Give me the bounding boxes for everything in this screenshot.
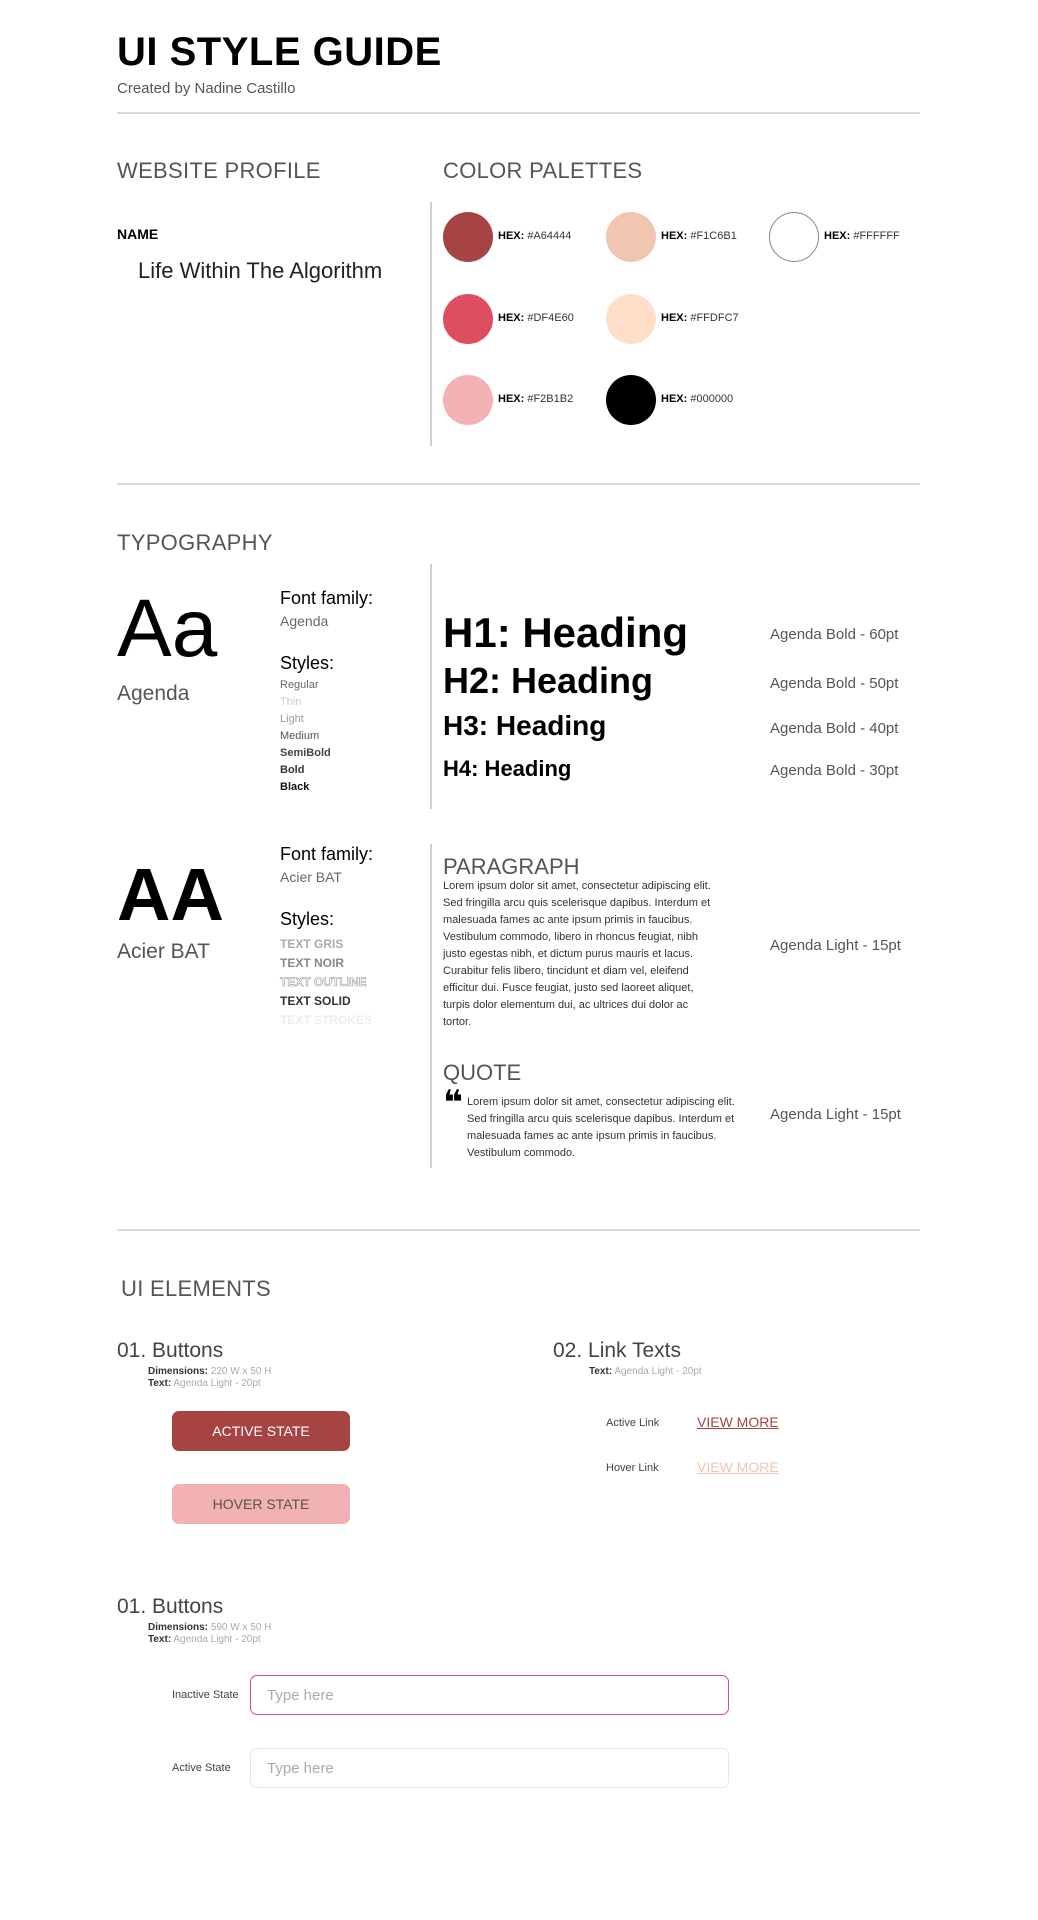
divider [117, 112, 920, 114]
active-state-button[interactable]: ACTIVE STATE [172, 1411, 350, 1451]
hex-label: HEX: #A64444 [498, 230, 572, 242]
font-family-label: Font family: [280, 844, 374, 864]
divider [117, 1229, 920, 1231]
inputs-dimensions: Dimensions: 590 W x 50 H [148, 1622, 272, 1633]
style-text-gris: TEXT GRIS [280, 937, 344, 951]
heading-h1-spec: Agenda Bold - 60pt [770, 626, 899, 643]
heading-h2-spec: Agenda Bold - 50pt [770, 675, 899, 692]
hex-label: HEX: #F1C6B1 [661, 230, 737, 242]
vertical-divider [430, 202, 432, 446]
color-palettes-title: COLOR PALETTES [443, 158, 643, 183]
link-texts-title: 02. Link Texts [553, 1339, 682, 1362]
style-light: Light [280, 713, 304, 725]
style-black: Black [280, 781, 310, 793]
heading-h3: H3: Heading [443, 710, 607, 741]
hex-label: HEX: #F2B1B2 [498, 393, 574, 405]
vertical-divider [430, 564, 432, 809]
style-text-outline: TEXT OUTLINE [280, 975, 367, 989]
divider [117, 483, 920, 485]
links-text-spec: Text: Agenda Light - 20pt [589, 1366, 702, 1377]
name-label: NAME [117, 226, 159, 242]
hover-view-more-link[interactable]: VIEW MORE [697, 1459, 779, 1475]
page-subtitle: Created by Nadine Castillo [117, 80, 296, 97]
heading-h2: H2: Heading [443, 660, 654, 701]
font-family-value: Agenda [280, 613, 329, 629]
color-swatch [769, 212, 819, 262]
font-sample-agenda: Aa [117, 583, 218, 674]
style-semibold: SemiBold [280, 747, 331, 759]
paragraph-title: PARAGRAPH [443, 854, 580, 879]
style-medium: Medium [280, 730, 320, 742]
hex-label: HEX: #FFDFC7 [661, 312, 739, 324]
quote-icon: ❝ [443, 1084, 463, 1122]
color-swatch [443, 375, 493, 425]
heading-h4: H4: Heading [443, 756, 572, 781]
quote-spec: Agenda Light - 15pt [770, 1106, 901, 1123]
hover-state-button[interactable]: HOVER STATE [172, 1484, 350, 1524]
quote-body: Lorem ipsum dolor sit amet, consectetur adipiscing elit. Sed fringilla arcu quis scelerisque dapibus. Interdum et malesuada fames ac ante ipsum primis in faucibus. Vestibulum commodo. [467, 1096, 735, 1159]
style-text-strokes: TEXT STROKES [280, 1013, 373, 1027]
website-profile-title: WEBSITE PROFILE [117, 158, 321, 183]
buttons-title: 01. Buttons [117, 1339, 224, 1362]
heading-h3-spec: Agenda Bold - 40pt [770, 720, 899, 737]
hex-label: HEX: #DF4E60 [498, 312, 574, 324]
hex-label: HEX: #000000 [661, 393, 734, 405]
paragraph-spec: Agenda Light - 15pt [770, 937, 901, 954]
inputs-title: 01. Buttons [117, 1595, 224, 1618]
font-name-acier: Acier BAT [117, 940, 210, 963]
style-text-solid: TEXT SOLID [280, 994, 351, 1008]
font-family-value: Acier BAT [280, 869, 342, 885]
style-bold: Bold [280, 764, 305, 776]
style-text-noir: TEXT NOIR [280, 956, 345, 970]
ui-elements-title: UI ELEMENTS [121, 1276, 271, 1301]
hover-link-label: Hover Link [606, 1462, 659, 1474]
active-state-input[interactable] [250, 1748, 729, 1788]
color-swatch [606, 375, 656, 425]
name-value: Life Within The Algorithm [138, 258, 383, 283]
active-view-more-link[interactable]: VIEW MORE [697, 1414, 779, 1430]
hex-label: HEX: #FFFFFF [824, 230, 900, 242]
buttons-dimensions: Dimensions: 220 W x 50 H [148, 1366, 272, 1377]
styles-label: Styles: [280, 653, 335, 673]
font-name-agenda: Agenda [117, 682, 190, 705]
color-swatch [443, 212, 493, 262]
paragraph-body: Lorem ipsum dolor sit amet, consectetur adipiscing elit. Sed fringilla arcu quis scelerisque dapibus. Interdum et malesuada fames ac ante ipsum primis in faucibus. Vestibulum commodo, libero in rhoncus feugiat, nibh justo egestas nibh, et dictum purus mauris et lacus. Curabitur felis libero, tincidunt et diam vel, eleifend efficitur dui. Fusce feugiat, justo sed laoreet aliquet, turpis dolor elementum dui, ac ultrices dui dolor ac tortor. [443, 880, 711, 1028]
style-thin: Thin [280, 696, 302, 708]
quote-title: QUOTE [443, 1060, 522, 1085]
inactive-state-label: Inactive State [172, 1689, 239, 1701]
font-sample-acier: AA [117, 853, 224, 936]
typography-title: TYPOGRAPHY [117, 530, 273, 555]
inputs-text-spec: Text: Agenda Light - 20pt [148, 1634, 261, 1645]
vertical-divider [430, 844, 432, 1168]
styles-label: Styles: [280, 909, 335, 929]
page-title: UI STYLE GUIDE [117, 30, 442, 74]
color-swatch [443, 294, 493, 344]
heading-h1: H1: Heading [443, 609, 689, 656]
heading-h4-spec: Agenda Bold - 30pt [770, 762, 899, 779]
style-regular: Regular [280, 679, 319, 691]
buttons-text-spec: Text: Agenda Light - 20pt [148, 1378, 261, 1389]
inactive-state-input[interactable] [250, 1675, 729, 1715]
color-swatch [606, 212, 656, 262]
active-state-label: Active State [172, 1762, 231, 1774]
color-swatch [606, 294, 656, 344]
font-family-label: Font family: [280, 588, 374, 608]
active-link-label: Active Link [606, 1417, 660, 1429]
